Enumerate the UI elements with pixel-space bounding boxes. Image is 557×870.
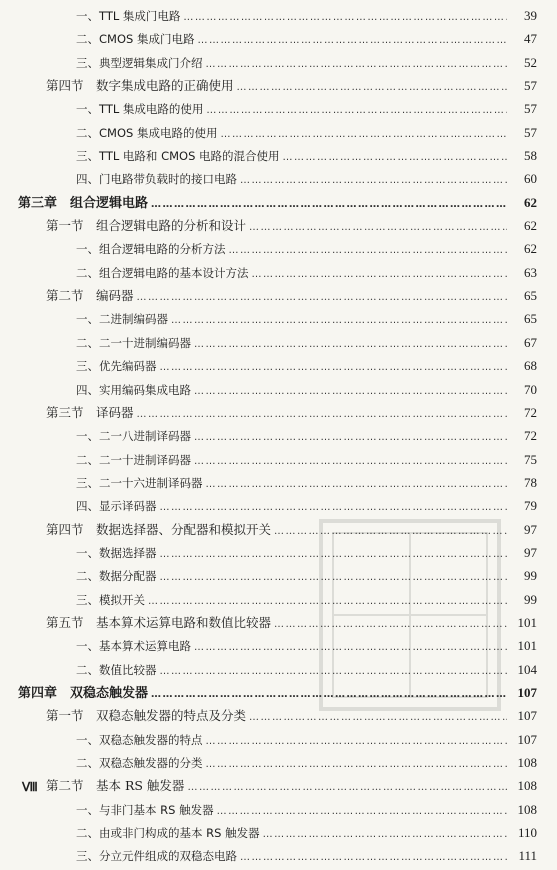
toc-entry-page: 52 bbox=[524, 54, 537, 70]
toc-leader-dots bbox=[249, 706, 507, 729]
toc-entry-title: 二、二一十进制编码器 bbox=[76, 335, 191, 350]
toc-leader-dots bbox=[217, 800, 507, 823]
toc-subsection bbox=[0, 27, 557, 50]
toc-leader-dots bbox=[206, 473, 508, 496]
toc-leader-dots bbox=[229, 239, 508, 262]
toc-entry-page: 97 bbox=[524, 521, 537, 537]
toc-entry-page: 108 bbox=[517, 778, 537, 794]
toc-subsection bbox=[0, 261, 557, 284]
toc-entry-page: 65 bbox=[524, 311, 537, 327]
toc-section bbox=[0, 284, 557, 307]
toc-entry-page: 70 bbox=[524, 381, 537, 397]
toc-leader-dots bbox=[160, 660, 508, 683]
toc-entry-title: 四、实用编码集成电路 bbox=[76, 382, 191, 397]
toc-subsection bbox=[0, 354, 557, 377]
toc-entry-title: 第五节 基本算术运算电路和数值比较器 bbox=[46, 614, 272, 630]
toc-entry-page: 104 bbox=[517, 661, 537, 677]
toc-entry-page: 101 bbox=[517, 638, 537, 654]
toc-leader-dots bbox=[206, 99, 507, 122]
toc-leader-dots bbox=[197, 29, 507, 52]
toc-entry-page: 108 bbox=[517, 801, 537, 817]
toc-entry-page: 72 bbox=[524, 404, 537, 420]
toc-subsection bbox=[0, 167, 557, 190]
toc-leader-dots bbox=[160, 496, 508, 519]
toc-leader-dots bbox=[237, 76, 507, 99]
toc-entry-title: 三、TTL 电路和 CMOS 电路的混合使用 bbox=[76, 149, 280, 164]
toc-entry-title: 第二节 编码器 bbox=[46, 288, 134, 304]
toc-leader-dots bbox=[252, 263, 508, 286]
toc-entry-page: 65 bbox=[524, 288, 537, 304]
toc-entry-title: 第四节 数据选择器、分配器和模拟开关 bbox=[46, 521, 272, 537]
toc-entry-title: 三、二一十六进制译码器 bbox=[76, 475, 203, 490]
toc-leader-dots bbox=[148, 590, 507, 613]
toc-entry-page: 62 bbox=[524, 241, 537, 257]
toc-leader-dots bbox=[137, 286, 507, 309]
toc-entry-title: 第四节 数字集成电路的正确使用 bbox=[46, 78, 234, 94]
toc-entry-title: 第三章 组合逻辑电路 bbox=[18, 195, 149, 211]
toc-entry-title: 二、数据分配器 bbox=[76, 569, 157, 584]
toc-entry-title: 第一节 双稳态触发器的特点及分类 bbox=[46, 708, 247, 724]
toc-leader-dots bbox=[160, 543, 508, 566]
toc-entry-page: 79 bbox=[524, 498, 537, 514]
toc-subsection bbox=[0, 728, 557, 751]
toc-subsection bbox=[0, 424, 557, 447]
toc-entry-page: 62 bbox=[524, 218, 537, 234]
toc-entry-page: 57 bbox=[524, 101, 537, 117]
toc-entry-title: 三、模拟开关 bbox=[76, 592, 145, 607]
toc-chapter bbox=[0, 191, 557, 214]
toc-entry-title: 三、分立元件组成的双稳态电路 bbox=[76, 849, 237, 864]
toc-subsection bbox=[0, 844, 557, 867]
toc-entry-title: 一、基本算术运算电路 bbox=[76, 639, 191, 654]
toc-entry-page: 68 bbox=[524, 358, 537, 374]
toc-leader-dots bbox=[206, 730, 508, 753]
toc-leader-dots bbox=[249, 216, 507, 239]
toc-entry-page: 107 bbox=[517, 684, 537, 700]
toc-entry-title: 二、CMOS 集成电路的使用 bbox=[76, 125, 218, 140]
toc-leader-dots bbox=[220, 123, 507, 146]
toc-entry-title: 一、组合逻辑电路的分析方法 bbox=[76, 242, 226, 257]
toc-leader-dots bbox=[160, 356, 508, 379]
toc-subsection bbox=[0, 144, 557, 167]
toc-entry-title: 一、与非门基本 RS 触发器 bbox=[76, 802, 214, 817]
toc-entry-page: 60 bbox=[524, 171, 537, 187]
toc-leader-dots bbox=[274, 613, 507, 636]
toc-entry-title: 一、数据选择器 bbox=[76, 545, 157, 560]
toc-subsection bbox=[0, 541, 557, 564]
toc-entry-title: 四、显示译码器 bbox=[76, 499, 157, 514]
toc-leader-dots bbox=[160, 566, 508, 589]
toc-entry-title: 第三节 译码器 bbox=[46, 404, 134, 420]
toc-entry-page: 99 bbox=[524, 591, 537, 607]
toc-entry-title: 第二节 基本 RS 触发器 bbox=[46, 778, 185, 794]
toc-entry-title: 三、典型逻辑集成门介绍 bbox=[76, 55, 203, 70]
toc-entry-page: 75 bbox=[524, 451, 537, 467]
toc-entry-title: 一、二一八进制译码器 bbox=[76, 429, 191, 444]
toc-entry-page: 58 bbox=[524, 148, 537, 164]
toc-entry-title: 二、组合逻辑电路的基本设计方法 bbox=[76, 265, 249, 280]
toc-leader-dots bbox=[137, 403, 507, 426]
toc-section bbox=[0, 518, 557, 541]
toc-section bbox=[0, 74, 557, 97]
toc-entry-page: 107 bbox=[517, 731, 537, 747]
toc-entry-page: 67 bbox=[524, 334, 537, 350]
toc-leader-dots bbox=[151, 193, 507, 216]
toc-leader-dots bbox=[283, 146, 507, 169]
toc-entry-page: 63 bbox=[524, 264, 537, 280]
toc-section bbox=[0, 214, 557, 237]
toc-entry-page: 78 bbox=[524, 474, 537, 490]
toc-entry-page: 72 bbox=[524, 428, 537, 444]
toc-entry-page: 57 bbox=[524, 78, 537, 94]
toc-entry-title: 一、二进制编码器 bbox=[76, 312, 168, 327]
toc-leader-dots bbox=[187, 776, 507, 799]
toc-subsection bbox=[0, 564, 557, 587]
toc-subsection bbox=[0, 121, 557, 144]
toc-section bbox=[0, 774, 557, 797]
toc-subsection bbox=[0, 307, 557, 330]
toc-entry-page: 47 bbox=[524, 31, 537, 47]
toc-section bbox=[0, 611, 557, 634]
toc-entry-page: 108 bbox=[517, 755, 537, 770]
toc-entry-title: 第一节 组合逻辑电路的分析和设计 bbox=[46, 218, 247, 234]
toc-leader-dots bbox=[206, 753, 508, 776]
table-of-contents bbox=[0, 4, 557, 868]
toc-entry-title: 一、TTL 集成电路的使用 bbox=[76, 102, 204, 117]
toc-subsection bbox=[0, 331, 557, 354]
toc-leader-dots bbox=[151, 683, 507, 706]
toc-entry-title: 三、优先编码器 bbox=[76, 359, 157, 374]
toc-entry-title: 二、数值比较器 bbox=[76, 662, 157, 677]
toc-leader-dots bbox=[194, 333, 507, 356]
toc-subsection bbox=[0, 634, 557, 657]
toc-subsection bbox=[0, 471, 557, 494]
toc-subsection bbox=[0, 448, 557, 471]
toc-entry-title: 二、二一十进制译码器 bbox=[76, 452, 191, 467]
toc-entry-page: 57 bbox=[524, 124, 537, 140]
toc-subsection bbox=[0, 798, 557, 821]
toc-subsection bbox=[0, 494, 557, 517]
toc-entry-title: 二、CMOS 集成门电路 bbox=[76, 32, 195, 47]
toc-leader-dots bbox=[206, 53, 508, 76]
toc-subsection bbox=[0, 237, 557, 260]
page-number: Ⅷ bbox=[22, 780, 38, 794]
toc-entry-title: 四、门电路带负载时的接口电路 bbox=[76, 172, 237, 187]
toc-section bbox=[0, 401, 557, 424]
toc-section bbox=[0, 704, 557, 727]
toc-entry-page: 110 bbox=[517, 825, 537, 841]
toc-leader-dots bbox=[194, 636, 507, 659]
toc-entry-page: 101 bbox=[517, 614, 537, 630]
toc-subsection bbox=[0, 588, 557, 611]
toc-entry-page: 107 bbox=[517, 708, 537, 724]
toc-subsection bbox=[0, 51, 557, 74]
toc-subsection bbox=[0, 751, 557, 774]
toc-subsection bbox=[0, 658, 557, 681]
toc-entry-page: 39 bbox=[524, 8, 537, 23]
toc-leader-dots bbox=[194, 450, 507, 473]
toc-subsection bbox=[0, 821, 557, 844]
toc-leader-dots bbox=[194, 426, 507, 449]
toc-leader-dots bbox=[274, 520, 507, 543]
toc-entry-title: 二、双稳态触发器的分类 bbox=[76, 756, 203, 770]
toc-leader-dots bbox=[194, 380, 507, 403]
toc-subsection bbox=[0, 4, 557, 27]
toc-entry-page: 111 bbox=[518, 848, 537, 864]
toc-entry-title: 一、TTL 集成门电路 bbox=[76, 9, 181, 23]
toc-entry-title: 第四章 双稳态触发器 bbox=[18, 685, 149, 701]
toc-leader-dots bbox=[171, 309, 507, 332]
toc-leader-dots bbox=[240, 169, 507, 192]
toc-subsection bbox=[0, 97, 557, 120]
toc-entry-title: 一、双稳态触发器的特点 bbox=[76, 732, 203, 747]
toc-entry-page: 99 bbox=[524, 568, 537, 584]
toc-subsection bbox=[0, 378, 557, 401]
toc-leader-dots bbox=[183, 6, 507, 29]
toc-entry-page: 62 bbox=[524, 194, 537, 210]
toc-leader-dots bbox=[240, 846, 507, 869]
toc-chapter bbox=[0, 681, 557, 704]
toc-leader-dots bbox=[263, 823, 507, 846]
toc-entry-title: 二、由或非门构成的基本 RS 触发器 bbox=[76, 826, 260, 841]
toc-entry-page: 97 bbox=[524, 544, 537, 560]
